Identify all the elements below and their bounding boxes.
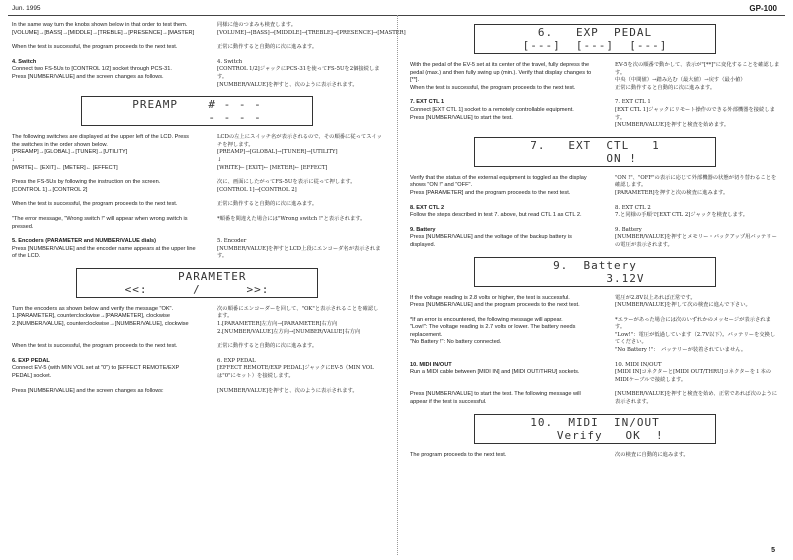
- lcd-line-1: 7. EXT CTL 1: [530, 138, 660, 152]
- lcd-line-1: 6. EXP PEDAL: [537, 26, 653, 39]
- section-heading-jp: 10. MIDI IN/OUT: [615, 361, 662, 368]
- paragraph: "The error message, "Wrong switch !" will appear when wrong switch is pressed.: [12, 215, 188, 230]
- lcd-display: [474, 257, 716, 287]
- paragraph-jp: 正常に動作すると自動的に次に進みます。: [217, 44, 318, 51]
- paragraph: The program proceeds to the next test.: [410, 451, 507, 458]
- paragraph: Turn the encoders as shown below and verify the message "OK". 1.[PARAMETER], counterclockwise→[PARAMETER], clockwise 2.[NUMBER/VALUE], counterclockwise→[NUMBER/VALUE], clockwise: [12, 305, 189, 328]
- english-text: [12, 306, 197, 336]
- paragraph: In the same way turn the knobs shown below in that order to test them. [VOLUME]→[BASS]→[MIDDLE]→[TREBLE]→[PRESENCE]→[MASTER]: [12, 22, 195, 36]
- paragraph-jp: [NUMBER/VALUE]を押すとメモリー・バックアップ用バッテリーの電圧が表示されます。: [615, 234, 777, 248]
- paragraph-jp: [NUMBER/VALUE]を押すと、次のように表示されます。: [217, 387, 358, 394]
- text-block: [12, 216, 382, 231]
- english-text: [12, 343, 197, 351]
- paragraph: Press [NUMBER/VALUE] and the screen changes as follows:: [12, 387, 164, 394]
- lcd-line-2: [---] [---] [---]: [522, 39, 668, 52]
- header-model: GP-100: [749, 4, 777, 13]
- lcd-display: [474, 137, 716, 167]
- japanese-text: [217, 358, 382, 381]
- section-heading-jp: 5. Encoder: [217, 238, 247, 245]
- section-heading: 7. EXT CTL 1: [410, 99, 445, 106]
- paragraph: When the test is successful, the program proceeds to the next test.: [12, 201, 178, 208]
- japanese-text: [217, 59, 382, 89]
- text-block: [12, 238, 382, 261]
- english-text: [12, 358, 197, 381]
- english-text: [410, 99, 595, 129]
- lcd-display: [81, 96, 313, 126]
- section-heading-jp: 6. EXP PEDAL: [217, 357, 256, 364]
- paragraph: Connect two FS-5Us to [CONTROL 1/2] socket through PCS-31. Press [NUMBER/VALUE] and the screen changes as follows.: [12, 66, 172, 80]
- paragraph-jp: *エラーがあった場合には次のいずれかのメッセージが表示されます。 "Low!"：電圧が低過しています（2.7V以下）。バッテリーを交換してください。 "No Battery !"： バッテリーが装着されていません。: [615, 316, 776, 354]
- japanese-text: [615, 317, 780, 355]
- english-text: [410, 391, 595, 406]
- paragraph-jp: EV-5を次の順番で動かして、表示が"[**]"に変化することを確認します。 中央（中間値）→踏み込む（最大値）→戻す（最小値） 正常に動作すると自動的に次に進みます。: [615, 62, 780, 91]
- section-heading-jp: 4. Switch: [217, 58, 243, 65]
- lcd-line-2: <<: / >>:: [124, 282, 270, 296]
- paragraph-jp: 次に、画面にしたがってFS-5Uを表示に従って押します。 [CONTROL 1]→[CONTROL 2]: [217, 179, 356, 193]
- paragraph: Connect EV-5 (with MIN VOL set at "0") to [EFFECT REMOTE/EXP PEDAL] socket.: [12, 365, 180, 380]
- page-number: 5: [771, 547, 775, 554]
- section-heading: 9. Battery: [410, 226, 436, 233]
- english-text: [12, 388, 197, 396]
- japanese-text: [615, 452, 780, 460]
- paragraph: Verify that the status of the external equipment is toggled as the display shows "ON !" and "OFF". Press [PARAMETER] and the program proceeds to the next test.: [410, 174, 587, 196]
- lcd-line-1: 9. Battery: [553, 258, 637, 272]
- lcd-display: [474, 24, 716, 54]
- japanese-text: [217, 22, 406, 37]
- paragraph: When the test is successful, the program proceeds to the next test.: [12, 44, 178, 51]
- text-block: [410, 317, 780, 355]
- paragraph-jp: LCDの左上にスイッチ名が表示されるので、その順番に従ってスイッチを押します。 [PREAMP]→[GLOBAL]→[TUNER]→[UTILITY] ↓ [WRITE]← [EXIT]← [METER]← [EFFECT]: [217, 134, 382, 171]
- lcd-line-1: 10. MIDI IN/OUT: [530, 415, 660, 429]
- paragraph-jp: [EXT CTL 1]ジャックにリモート操作のできる外部機器を接続します。 [NUMBER/VALUE]を押すと検査を始めます。: [615, 106, 775, 129]
- english-text: [410, 452, 595, 460]
- text-block: [12, 22, 406, 37]
- text-block: [12, 179, 382, 194]
- section-heading-jp: 7. EXT CTL 1: [615, 99, 651, 106]
- english-text: [410, 295, 595, 310]
- english-text: [410, 62, 595, 92]
- japanese-text: [615, 62, 780, 92]
- left-column: [12, 22, 406, 402]
- section-heading: 8. EXT CTL 2: [410, 204, 445, 211]
- paragraph: *If an error is encountered, the following message will appear. "Low!": The voltage reading is 2.7 volts or lower. The battery needs replacement. "No Battery !": No battery connected.: [410, 316, 576, 346]
- section-heading-jp: 9. Battery: [615, 226, 642, 233]
- paragraph: Press the FS-5Us by following the instruction on the screen. [CONTROL 1]→[CONTROL 2]: [12, 179, 161, 193]
- lcd-line-2: - - - -: [132, 111, 262, 125]
- japanese-text: [615, 391, 780, 406]
- text-block: [410, 391, 780, 406]
- english-text: [12, 216, 197, 231]
- paragraph: Run a MIDI cable between [MIDI IN] and [MIDI OUT/THRU] sockets.: [410, 369, 580, 376]
- english-text: [12, 238, 197, 261]
- text-block: [12, 388, 382, 396]
- japanese-text: [615, 175, 780, 198]
- header-date: Jun. 1995: [12, 5, 41, 12]
- text-block: [410, 362, 780, 385]
- english-text: [410, 175, 595, 198]
- text-block: [410, 62, 780, 92]
- english-text: [12, 179, 197, 194]
- paragraph: When the test is successful, the program proceeds to the next test.: [12, 343, 178, 350]
- section-heading: 10. MIDI IN/OUT: [410, 361, 452, 368]
- japanese-text: [217, 216, 382, 231]
- paragraph-jp: 次の順番にエンコーダーを回して、"OK"と表示されることを確認します。 1.[PARAMETER]左方向→[PARAMETER]右方向 2.[NUMBER/VALUE]左方向→[NUMBER/VALUE]右方向: [217, 305, 379, 335]
- text-block: [12, 44, 382, 52]
- lcd-display: [474, 414, 716, 444]
- paragraph-jp: 7.と同様の手順で[EXT CTL 2]ジャックを検査します。: [615, 212, 749, 219]
- english-text: [410, 205, 595, 220]
- text-block: [410, 175, 780, 198]
- japanese-text: [217, 134, 382, 172]
- paragraph-jp: 同様に他のつまみも検査します。 [VOLUME]→[BASS]→[MIDDLE]→[TREBLE]→[PRESENCE]→[MASTER]: [217, 22, 406, 36]
- japanese-text: [615, 99, 780, 129]
- paragraph-jp: [MIDI IN]コネクターと[MIDI OUT/THRU]コネクターを１本のMIDIケーブルで接続します。: [615, 369, 772, 383]
- japanese-text: [217, 388, 382, 396]
- paragraph: If the voltage reading is 2.8 volts or higher, the test is successful. Press [NUMBER/VALUE] and the program proceeds to the next test.: [410, 294, 580, 309]
- text-block: [410, 205, 780, 220]
- paragraph-jp: *順番を間違えた場合には"Wrong switch !"と表示されます。: [217, 215, 366, 222]
- paragraph: Follow the steps described in test 7. above, but read CTL 1 as CTL 2.: [410, 212, 582, 219]
- section-heading: 6. EXP PEDAL: [12, 357, 50, 364]
- japanese-text: [217, 179, 382, 194]
- paragraph-jp: 次の検査に自動的に進みます。: [615, 451, 689, 458]
- paragraph-jp: [CONTROL 1/2]ジャックにPCS-31を使ってFS-5Uを2個接続します。 [NUMBER/VALUE]を押すと、次のように表示されます。: [217, 66, 380, 88]
- japanese-text: [217, 306, 382, 336]
- japanese-text: [217, 44, 382, 52]
- japanese-text: [615, 295, 780, 310]
- japanese-text: [615, 205, 780, 220]
- paragraph-jp: 電圧が2.8V以上あれば正常です。 [NUMBER/VALUE]を押して次の検査に進んで下さい。: [615, 294, 751, 309]
- lcd-line-2: Verify OK !: [526, 428, 664, 442]
- text-block: [410, 295, 780, 310]
- lcd-display: [76, 268, 318, 298]
- text-block: [410, 227, 780, 250]
- paragraph: Press [NUMBER/VALUE] to start the test. The following message will appear if the test is successful.: [410, 391, 581, 406]
- paragraph: The following switches are displayed at the upper left of the LCD. Press the switches in the order shown below. [PREAMP]→[GLOBAL]→[TUNER]→[UTILITY] ↓ [WRITE]← [EXIT]← [METER]← [EFFECT]: [12, 134, 189, 171]
- paragraph-jp: 正常に動作すると自動的に次に進みます。: [217, 201, 318, 208]
- japanese-text: [615, 227, 780, 250]
- text-block: [12, 306, 382, 336]
- paragraph-jp: [EFFECT REMOTE/EXP PEDAL]ジャックにEV-5（MIN VOLは"0"にセット）を接続します。: [217, 365, 374, 380]
- japanese-text: [615, 362, 780, 385]
- section-heading: 4. Switch: [12, 58, 37, 65]
- text-block: [12, 134, 382, 172]
- lcd-line-2: 3.12V: [545, 271, 645, 285]
- text-block: [12, 59, 382, 89]
- english-text: [12, 134, 197, 172]
- english-text: [12, 201, 197, 209]
- paragraph-jp: 正常に動作すると自動的に次に進みます。: [217, 343, 318, 350]
- section-heading: 5. Encoders (PARAMETER and NUMBER/VALUE dials): [12, 238, 157, 245]
- lcd-line-1: PARAMETER: [147, 269, 247, 283]
- right-column: [410, 22, 780, 466]
- column-divider: [397, 15, 398, 555]
- text-block: [410, 452, 780, 460]
- english-text: [12, 44, 197, 52]
- lcd-line-1: PREAMP # - - -: [132, 98, 262, 112]
- text-block: [410, 99, 780, 129]
- paragraph: Press [NUMBER/VALUE] and the encoder name appears at the upper line of the LCD.: [12, 245, 196, 260]
- text-block: [12, 343, 382, 351]
- english-text: [410, 227, 595, 250]
- english-text: [12, 59, 197, 89]
- japanese-text: [217, 238, 382, 261]
- paragraph-jp: [NUMBER/VALUE]を押すと検査を始め、正常であれば次のように表示されます。: [615, 391, 778, 406]
- paragraph: Connect [EXT CTL 1] socket to a remotely controllable equipment. Press [NUMBER/VALUE] to start the test.: [410, 106, 574, 121]
- lcd-line-2: ON !: [553, 151, 637, 165]
- text-block: [12, 358, 382, 381]
- text-block: [12, 201, 382, 209]
- paragraph: With the pedal of the EV-5 set at its center of the travel, fully depress the pedal (max.) and then fully swing up (min.). Verify that display changes to [**]. When the test is successful, the program proceeds to the next test.: [410, 62, 592, 91]
- paragraph-jp: "ON !"、"OFF"の表示に応じて外部機器の状態が切り替わることを確認します。 [PARAMETER]を押すと次の検査に進みます。: [615, 174, 777, 196]
- section-heading-jp: 8. EXT CTL 2: [615, 204, 651, 211]
- paragraph: Press [NUMBER/VALUE] and the voltage of the backup battery is displayed.: [410, 234, 572, 248]
- paragraph-jp: [NUMBER/VALUE]を押すとLCD上段にエンコーダ名が表示されます。: [217, 245, 381, 260]
- english-text: [12, 22, 197, 37]
- english-text: [410, 362, 595, 385]
- english-text: [410, 317, 595, 355]
- japanese-text: [217, 343, 382, 351]
- japanese-text: [217, 201, 382, 209]
